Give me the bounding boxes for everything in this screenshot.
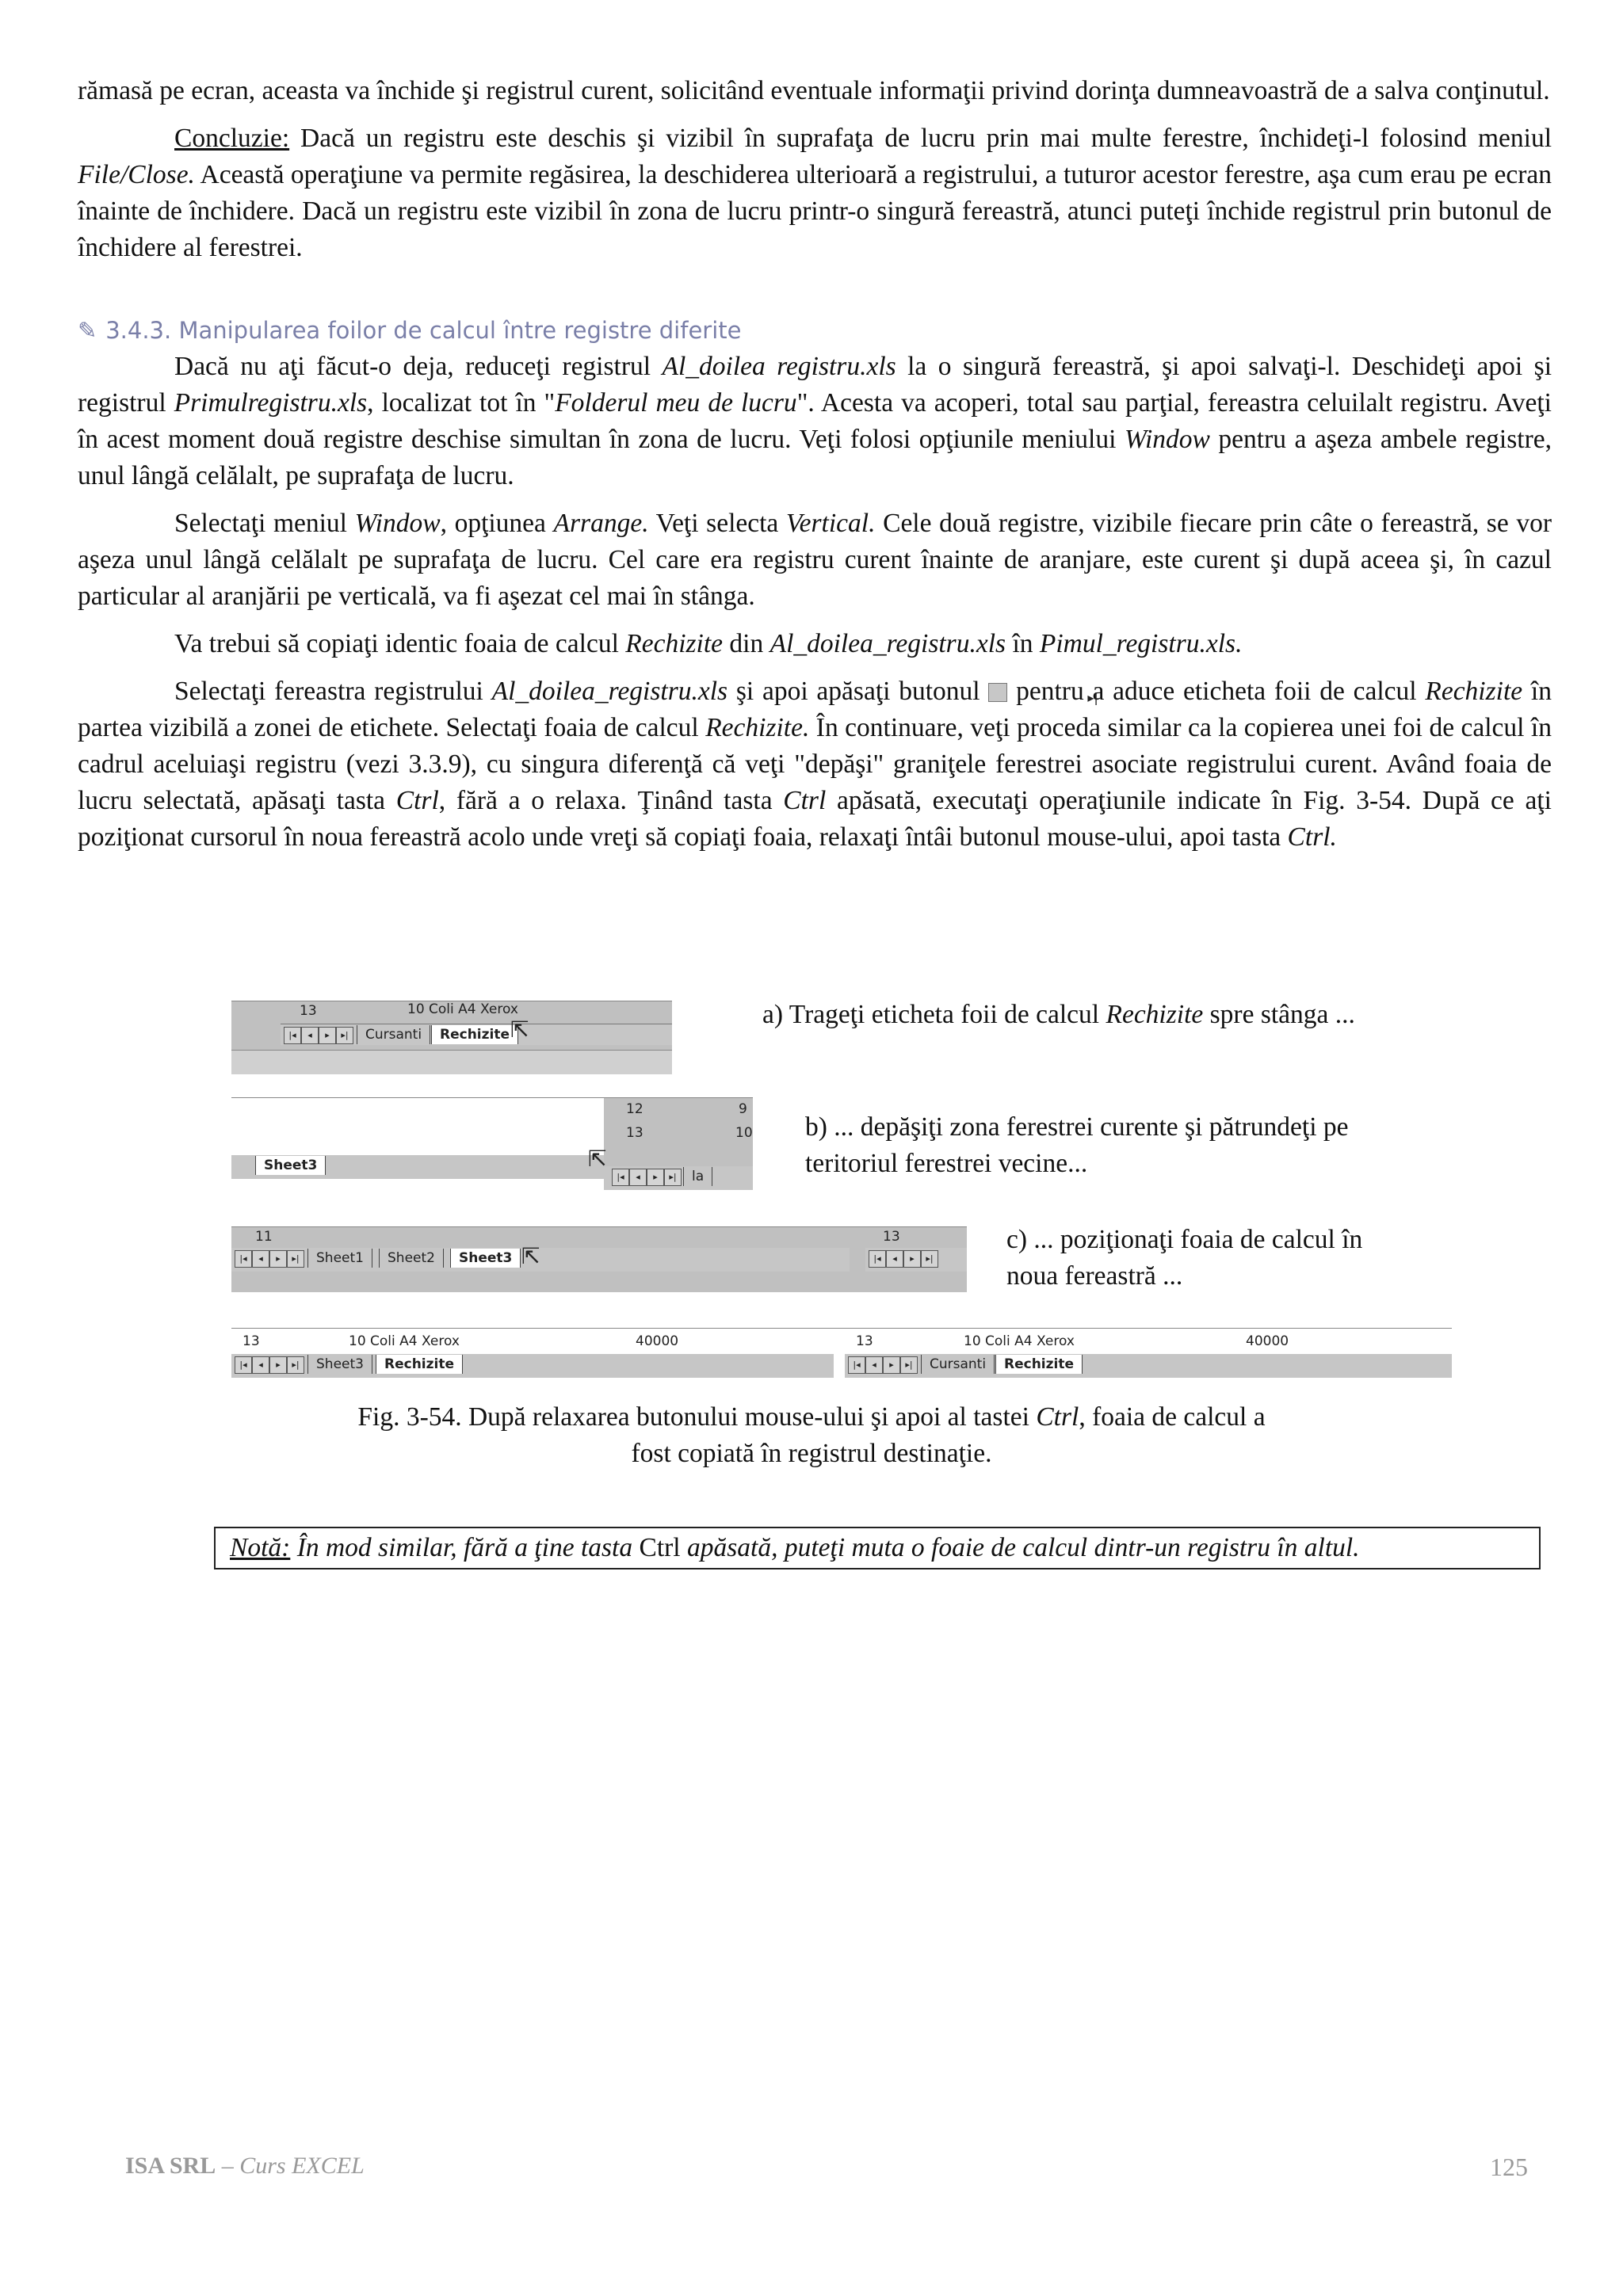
figure-caption: Fig. 3-54. După relaxarea butonului mouse-ului şi apoi al tastei Ctrl, foaia de calcul a fost copiată în registrul destinaţie. — [357, 1402, 1266, 1468]
row-number: 13 — [300, 1003, 317, 1019]
section-heading: ✎ 3.4.3. Manipularea foilor de calcul între registre diferite — [78, 312, 1552, 349]
tab-rechizite[interactable]: Rechizite — [431, 1025, 518, 1044]
intro-paragraph: rămasă pe ecran, aceasta va închide şi registrul curent, solicitând eventuale informaţii privind dorinţa dumneavoastră de a salva conţinutul. — [78, 76, 1550, 105]
screenshot-a — [231, 1001, 672, 1074]
cell-desc: 10 Coli A4 Xerox — [407, 1001, 518, 1017]
prev-sheet-button[interactable]: ◂ — [301, 1027, 319, 1044]
page-number: 125 — [1490, 2153, 1528, 2181]
caption-c: c) ... poziţionaţi foaia de calcul în noua fereastră ... — [1006, 1225, 1363, 1291]
body-paragraph-4: Selectaţi fereastra registrului Al_doilea_registru.xls şi apoi apăsaţi butonul ▸| pentru a aduce eticheta foii de calcul Rechizite în partea vizibilă a zonei de etichete. Selectaţi foaia de calcul Rechizite. În continuare, veţi proceda similar ca la copierea unei foi de calcul în cadrul aceluiaşi registru (vezi 3.3.9), cu singura diferenţă că veţi "depăşi" graniţele ferestrei asociate registrului curent. Având foaia de lucru selectată, apăsaţi tasta Ctrl, fără a o relaxa. Ţinând tasta Ctrl apăsată, executaţi operaţiunile indicate în Fig. 3-54. După ce aţi poziţionat cursorul în noua fereastră acolo unde vreţi să copiaţi foaia, relaxaţi întâi butonul mouse-ului, apoi tasta Ctrl. — [78, 673, 1552, 856]
tab-sheet1[interactable]: Sheet1 — [307, 1249, 372, 1268]
conclusion-label: Concluzie: — [174, 124, 290, 153]
drag-cursor-icon: ⇱ — [510, 1016, 529, 1043]
screenshot-d: 13 10 Coli A4 Xerox 40000 |◂ ◂ ▸ ▸| Sheet3 Rechizite 13 10 Coli A4 Xerox 40000 |◂ ◂ ▸ ▸| Cursanti Rechizite — [231, 1328, 1452, 1379]
screenshot-b: 12 13 9 10 Sheet3 |◂ ◂ ▸ ▸| la ⇱ — [231, 1097, 753, 1192]
tab-sheet3[interactable]: Sheet3 — [255, 1156, 326, 1175]
first-sheet-button[interactable]: |◂ — [284, 1027, 301, 1044]
tab-sheet3[interactable]: Sheet3 — [450, 1249, 521, 1268]
last-sheet-button[interactable]: ▸| — [336, 1027, 353, 1044]
footer-left: ISA SRL – Curs EXCEL — [125, 2153, 365, 2179]
caption-b: b) ... depăşiţi zona ferestrei curente şi pătrundeţi pe teritoriul ferestrei vecine... — [805, 1112, 1349, 1178]
caption-a: a) Trageţi eticheta foii de calcul Rechizite spre stânga ... — [762, 1000, 1355, 1029]
tab-sheet2[interactable]: Sheet2 — [379, 1249, 444, 1268]
conclusion-paragraph: Concluzie: Dacă un registru este deschis şi vizibil în suprafaţa de lucru prin mai multe ferestre, închideţi-l folosind meniul File/Close. Această operaţiune va permite regăsirea, la deschiderea ulterioară a registrului, a tuturor acestor ferestre, aşa cum erau pe ecran înainte de închidere. Dacă un registru este vizibil în zona de lucru printr-o singură fereastră, atunci puteţi închide registrul prin butonul de închidere al ferestrei. — [78, 124, 1552, 262]
pencil-icon: ✎ — [78, 317, 97, 344]
tab-cursanti[interactable]: Cursanti — [357, 1025, 430, 1044]
body-paragraph-1: Dacă nu aţi făcut-o deja, reduceţi registrul Al_doilea registru.xls la o singură fereastră, şi apoi salvaţi-l. Deschideţi apoi şi registrul Primulregistru.xls, localizat tot în "Folderul meu de lucru". Acesta va acoperi, total sau parţial, fereastra celuilalt registru. Aveţi în acest moment două registre deschise simultan în zona de lucru. Veţi folosi opţiunile meniului Window pentru a aşeza ambele registre, unul lângă celălalt, pe suprafaţa de lucru. — [78, 352, 1552, 490]
document-body — [78, 73, 1552, 856]
next-sheet-button[interactable]: ▸ — [319, 1027, 336, 1044]
body-paragraph-2: Selectaţi meniul Window, opţiunea Arrange. Veţi selecta Vertical. Cele două registre, vizibile fiecare prin câte o fereastră, se vor aşeza unul lângă celălalt pe suprafaţa de lucru. Cel care era registru curent înainte de aranjare, este curent şi după aceea şi, în cazul particular al aranjării pe verticală, va fi aşezat cel mai în stânga. — [78, 509, 1552, 611]
drag-cursor-icon: ⇱ — [521, 1243, 540, 1269]
note-box: Notă: În mod similar, fără a ţine tasta Ctrl apăsată, puteţi muta o foaie de calcul dintr-un registru în altul. — [214, 1527, 1541, 1569]
body-paragraph-3: Va trebui să copiaţi identic foaia de calcul Rechizite din Al_doilea_registru.xls în Pimul_registru.xls. — [174, 629, 1243, 658]
scroll-last-tab-icon — [988, 683, 1007, 702]
drag-cursor-icon: ⇱ — [588, 1146, 607, 1172]
screenshot-c: 11 13 |◂ ◂ ▸ ▸| Sheet1 Sheet2 Sheet3 ⇱ |◂ ◂ ▸ ▸| — [231, 1226, 967, 1292]
